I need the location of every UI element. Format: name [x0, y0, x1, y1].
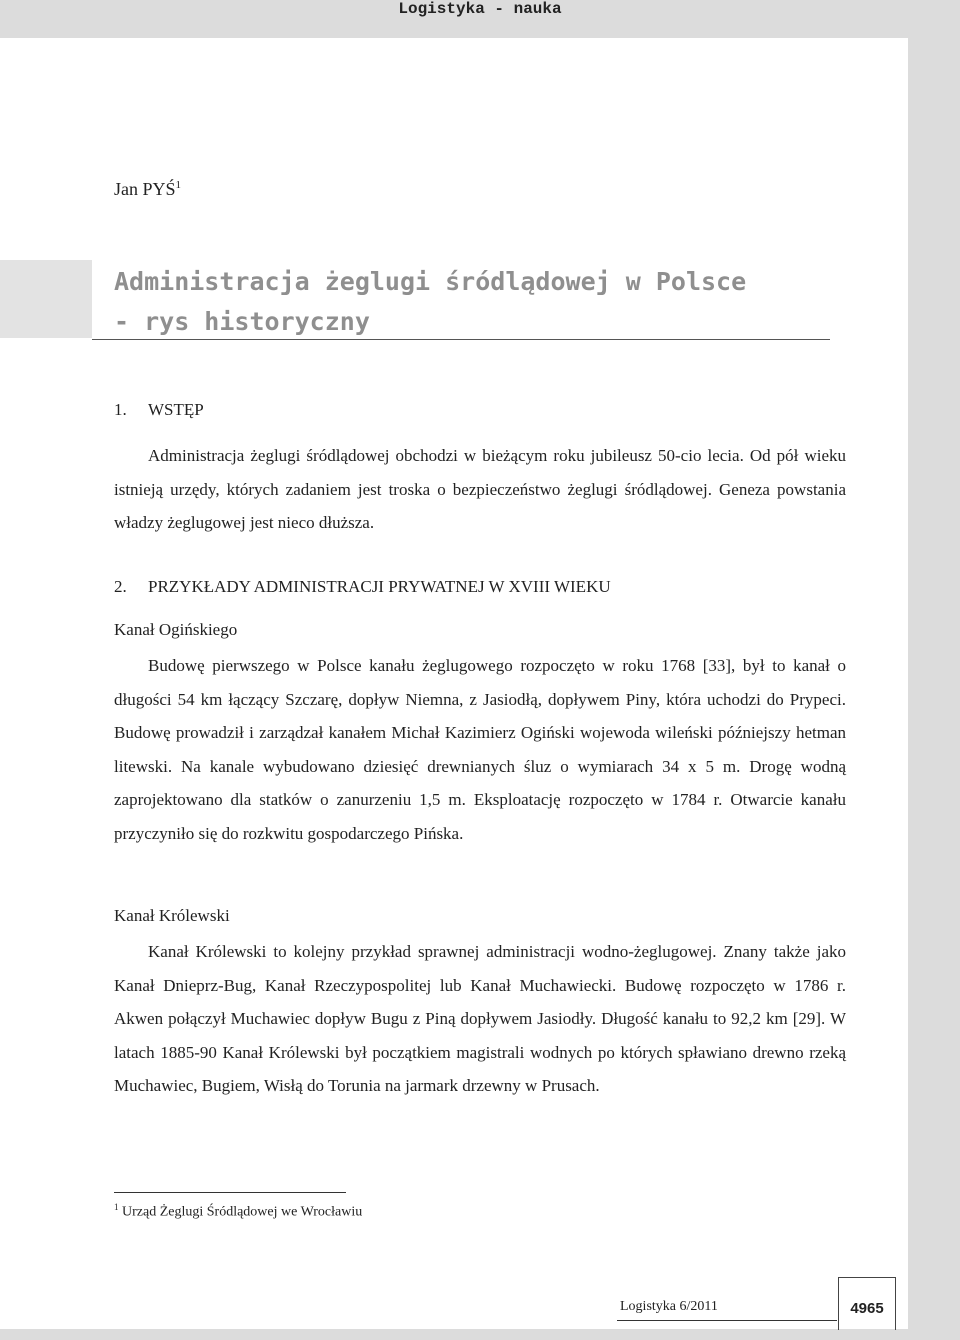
section-1-paragraph: Administracja żeglugi śródlądowej obchodzi w bieżącym roku jubileusz 50-cio lecia. Od pół wieku istnieją urzędy, których zadaniem jest troska o bezpieczeństwo żeglugi śródlądowej. Geneza powstania władzy żeglugowej jest nieco dłuższa.	[114, 446, 846, 532]
title-band-decoration	[0, 260, 92, 338]
section-1-heading	[114, 400, 204, 420]
section-2-heading	[114, 577, 611, 597]
article-title	[114, 262, 834, 342]
title-line-1: Administracja żeglugi śródlądowej w Polsce	[114, 267, 747, 296]
subsection-oginski-title: Kanał Ogińskiego	[114, 620, 238, 639]
author-line	[114, 179, 181, 200]
subsection-krolewski-paragraph: Kanał Królewski to kolejny przykład sprawnej administracji wodno-żeglugowej. Znany także jako Kanał Dnieprz-Bug, Kanał Rzeczypospolitej lub Kanał Muchawiecki. Budowę rozpoczęto w 1786 r. Akwen połączył Muchawiec dopływ Bugu z Piną dopływem Jasiodły. Długość kanału to 92,2 km [29]. W latach 1885-90 Kanał Królewski był początkiem magistrali wodnych po których spławiano drewno rzeką Muchawiec, Bugiem, Wisłą do Torunia na jarmark drzewny w Prusach.	[114, 942, 846, 1095]
section-2-title: PRZYKŁADY ADMINISTRACJI PRYWATNEJ W XVIII WIEKU	[148, 577, 611, 596]
footnote	[114, 1202, 362, 1221]
title-rule	[92, 339, 830, 340]
subsection-oginski-paragraph: Budowę pierwszego w Polsce kanału żeglugowego rozpoczęto w roku 1768 [33], był to kanał o długości 54 km łączący Szczarę, dopływ Niemna, z Jasiodłą, dopływem Piny, która uchodzi do Prypeci. Budowę prowadził i zarządzał kanałem Michał Kazimierz Ogiński wojewoda wileński późniejszy hetman litewski. Na kanale wybudowano dziesięć drewnianych śluz o wymiarach 34 x 5 m. Drogę wodną zaprojektowano dla statków o zanurzeniu 1,5 m. Eksploatację rozpoczęto w 1784 r. Otwarcie kanału przyczyniło się do rozkwitu gospodarczego Pińska.	[114, 656, 846, 843]
section-1-number: 1.	[114, 400, 127, 419]
footnote-text: Urząd Żeglugi Śródlądowej we Wrocławiu	[122, 1204, 363, 1220]
title-line-2: - rys historyczny	[114, 307, 370, 336]
author-name: Jan PYŚ	[114, 179, 176, 199]
footer-issue-label: Logistyka 6/2011	[620, 1299, 718, 1314]
document-page	[0, 38, 908, 1329]
journal-header: Logistyka - nauka	[398, 0, 562, 18]
footnote-rule	[114, 1192, 346, 1193]
section-1-title: WSTĘP	[148, 400, 204, 419]
footer-rule	[617, 1320, 837, 1321]
author-footnote-mark: 1	[175, 179, 182, 191]
section-2-number: 2.	[114, 577, 127, 596]
footnote-mark: 1	[114, 1202, 119, 1212]
page-number-box: 4965	[838, 1277, 896, 1330]
subsection-krolewski-title: Kanał Królewski	[114, 906, 230, 925]
